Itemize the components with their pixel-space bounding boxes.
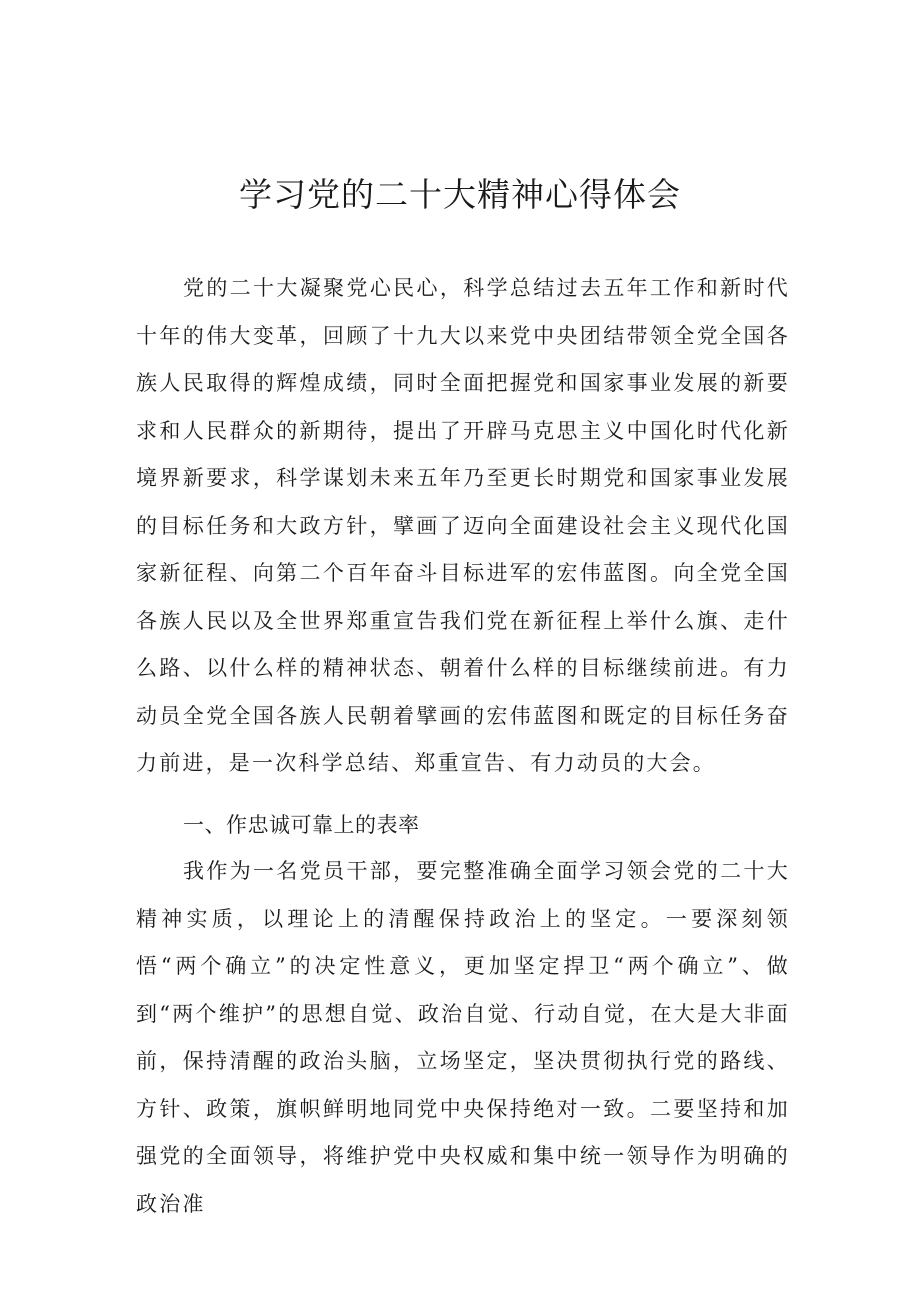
document-title: 学习党的二十大精神心得体会 (239, 175, 681, 214)
section-heading: 一、作忠诚可靠上的表率 (183, 813, 420, 837)
body-paragraph: 党的二十大凝聚党心民心，科学总结过去五年工作和新时代十年的伟大变革，回顾了十九大以来党中央团结带领全党全国各族人民取得的辉煌成绩，同时全面把握党和国家事业发展的新要求和人民群众的新期待，提出了开辟马克思主义中国化时代化新境界新要求，科学谋划未来五年乃至更长时期党和国家事业发展的目标任务和大政方针，擘画了迈向全面建设社会主义现代化国家新征程、向第二个百年奋斗目标进军的宏伟蓝图。向全党全国各族人民以及全世界郑重宣告我们党在新征程上举什么旗、走什么路、以什么样的精神状态、朝着什么样的目标继续前进。有力动员全党全国各族人民朝着擘画的宏伟蓝图和既定的目标任务奋力前进，是一次科学总结、郑重宣告、有力动员的大会。 (136, 276, 790, 775)
section-paragraph: 我作为一名党员干部，要完整准确全面学习领会党的二十大精神实质，以理论上的清醒保持政治上的坚定。一要深刻领悟“两个确立”的决定性意义，更加坚定捍卫“两个确立”、做到“两个维护”的思想自觉、政治自觉、行动自觉，在大是大非面前，保持清醒的政治头脑，立场坚定，坚决贯彻执行党的路线、方针、政策，旗帜鲜明地同党中央保持绝对一致。二要坚持和加强党的全面领导，将维护党中央权威和集中统一领导作为明确的政治准 (136, 859, 790, 1216)
